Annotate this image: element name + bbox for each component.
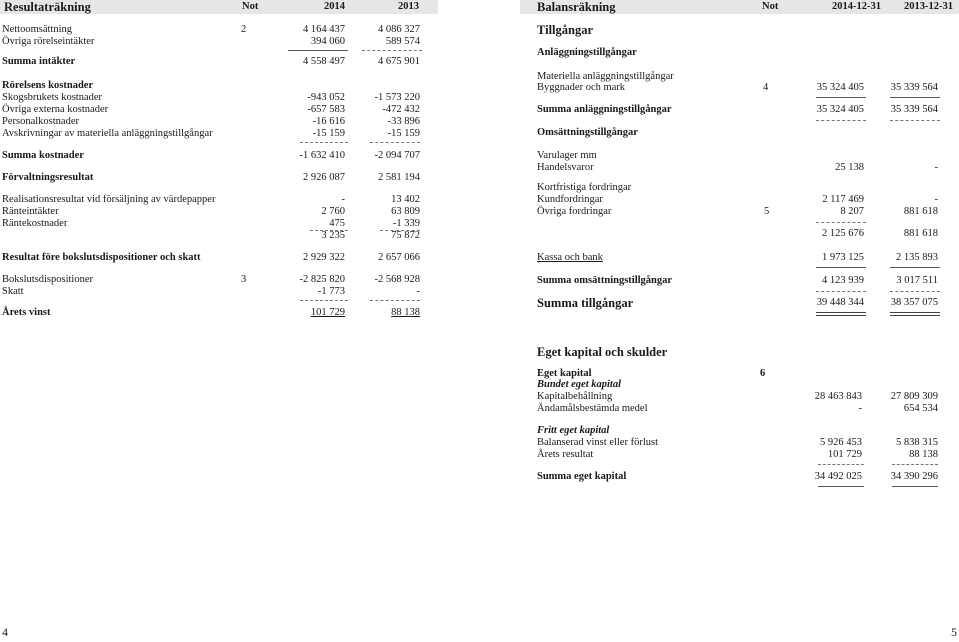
row-value-2014: - [341,194,345,205]
row-label: Varulager mm [537,150,597,161]
statement-row [520,437,959,449]
row-label: Summa kostnader [2,150,84,161]
income-statement [0,0,438,330]
row-note: 2 [241,24,247,35]
row-value-2013: 75 872 [391,230,420,241]
date-2013-header: 2013-12-31 [904,1,953,12]
statement-row-total [0,56,438,68]
row-label: Anläggningstillgångar [537,47,637,58]
row-label: Ränteintäkter [2,206,59,217]
equity-title [537,346,959,360]
row-value-2014: 39 448 344 [816,297,864,308]
row-label: Kassa och bank [537,252,603,263]
row-value-2013: 35 339 564 [890,104,938,115]
note-column-header: Not [242,1,259,12]
row-value-2013: 589 574 [385,36,420,47]
row-value-2013: 88 138 [909,449,938,460]
row-value-2013: -33 896 [387,116,420,127]
row-label: Kundfordringar [537,194,603,205]
row-label: Fritt eget kapital [537,425,610,436]
row-value-2014: -16 616 [312,116,345,127]
statement-row [0,274,438,286]
row-value-2014: 101 729 [310,307,345,318]
row-value-2014: -1 632 410 [299,150,345,161]
row-value-2014: 3 235 [321,230,345,241]
page-number-left: 4 [2,625,8,639]
row-value-2014: 394 060 [310,36,345,47]
row-label: Avskrivningar av materiella anläggningstillgångar [2,128,213,139]
row-label: Bokslutsdispositioner [2,274,94,285]
statement-row [0,128,438,140]
row-value-2014: 1 973 125 [822,252,864,263]
row-value-2013: 38 357 075 [890,297,938,308]
row-label: Skogsbrukets kostnader [2,92,103,103]
row-label: Byggnader och mark [537,82,626,93]
statement-row [0,206,438,218]
section-heading [537,47,959,59]
row-value-2013: -472 432 [382,104,420,115]
row-note: 4 [763,82,769,93]
statement-row [520,403,959,415]
row-value-2013: 881 618 [903,206,938,217]
statement-row [520,194,959,206]
row-label: Årets resultat [537,449,594,460]
subsection-heading [537,182,959,194]
balance-sheet-title: Balansräkning [537,0,616,14]
row-label: Summa intäkter [2,56,76,67]
row-label: Kapitalbehållning [537,391,613,402]
statement-row [520,252,959,264]
section-heading [537,127,959,139]
row-value-2014: -1 773 [317,286,345,297]
date-2014-header: 2014-12-31 [832,1,881,12]
row-value-2014: 475 [329,218,345,229]
row-label: Eget kapital [537,368,592,379]
row-label: Nettoomsättning [2,24,72,35]
subsection-heading [520,425,959,437]
row-note: 6 [760,368,766,379]
row-value-2014: -657 583 [307,104,345,115]
row-label: Realisationsresultat vid försäljning av värdepapper [2,194,216,205]
row-value-2013: -1 339 [392,218,420,229]
row-label: Tillgångar [537,23,594,37]
statement-row-total [0,172,438,184]
row-label: Materiella anläggningstillgångar [537,71,674,82]
statement-row-result [0,307,438,319]
row-value-2013: - [934,162,938,173]
row-value-2014: 2 929 322 [303,252,345,263]
row-note: 5 [764,206,770,217]
statement-row [0,24,438,36]
statement-row-total [0,252,438,264]
row-label: Summa eget kapital [537,471,627,482]
row-value-2014: 34 492 025 [814,471,862,482]
row-value-2013: 4 086 327 [378,24,420,35]
statement-row-values [520,162,959,174]
statement-row-subtotal [520,228,959,240]
row-value-2013: -15 159 [387,128,420,139]
row-label: Summa omsättningstillgångar [537,275,673,286]
row-value-2014: 35 324 405 [816,104,864,115]
row-value-2013: 63 809 [391,206,420,217]
row-value-2013: 2 135 893 [896,252,938,263]
income-statement-header [0,0,438,14]
row-label: Skatt [2,286,24,297]
statement-row [0,104,438,116]
row-value-2014: 2 125 676 [822,228,864,239]
year-2013-header: 2013 [398,1,419,12]
row-value-2013: 27 809 309 [890,391,938,402]
row-label: Övriga externa kostnader [2,104,109,115]
row-value-2014: 8 207 [840,206,864,217]
note-column-header: Not [762,1,779,12]
row-value-2013: -1 573 220 [374,92,420,103]
equity-title-text: Eget kapital och skulder [537,345,668,359]
statement-row [0,92,438,104]
row-label: Bundet eget kapital [537,379,621,390]
statement-row [0,116,438,128]
row-value-2014: -2 825 820 [299,274,345,285]
row-value-2013: 35 339 564 [890,82,938,93]
section-heading [537,24,959,36]
statement-row [520,82,959,94]
row-value-2013: -2 094 707 [374,150,420,161]
subsection-heading [537,150,959,162]
row-value-2014: - [858,403,862,414]
row-value-2014: 25 138 [835,162,864,173]
row-label: Resultat före bokslutsdispositioner och skatt [2,252,201,263]
statement-row-total [520,471,959,483]
row-value-2014: 2 760 [321,206,345,217]
statement-row [0,36,438,48]
statement-row-grand-total [520,297,959,309]
row-value-2013: -2 568 928 [374,274,420,285]
statement-row-total [520,104,959,116]
row-label: Övriga fordringar [537,206,612,217]
row-label: Balanserad vinst eller förlust [537,437,659,448]
income-statement-title: Resultaträkning [4,0,91,14]
balance-sheet [520,0,959,330]
row-value-2013: 13 402 [391,194,420,205]
row-label: Räntekostnader [2,218,68,229]
row-value-2014: -943 052 [307,92,345,103]
row-value-2013: 2 657 066 [378,252,420,263]
row-value-2014: 2 117 469 [822,194,864,205]
row-value-2014: 28 463 843 [814,391,862,402]
year-2014-header: 2014 [324,1,345,12]
row-label: Övriga rörelseintäkter [2,36,95,47]
statement-row-subtotal [0,230,438,242]
row-value-2013: 654 534 [903,403,938,414]
row-value-2013: 881 618 [903,228,938,239]
row-value-2014: 4 123 939 [822,275,864,286]
statement-row-total [0,150,438,162]
row-label: Personalkostnader [2,116,79,127]
statement-row [0,286,438,298]
row-value-2013: 4 675 901 [378,56,420,67]
row-label: Ändamålsbestämda medel [537,403,648,414]
row-label: Omsättningstillgångar [537,127,638,138]
row-value-2014: 35 324 405 [816,82,864,93]
row-value-2013: - [934,194,938,205]
row-value-2014: 4 164 437 [303,24,345,35]
row-value-2013: 34 390 296 [890,471,938,482]
row-value-2013: 5 838 315 [896,437,938,448]
page-number-right: 5 [951,625,957,639]
row-label: Förvaltningsresultat [2,172,94,183]
row-value-2014: 2 926 087 [303,172,345,183]
row-label: Årets vinst [2,307,51,318]
statement-row [0,218,438,230]
row-value-2013: 2 581 194 [378,172,420,183]
subsection-heading [520,379,959,391]
row-label: Summa tillgångar [537,296,634,310]
row-label: Handelsvaror [537,162,594,173]
row-value-2014: -15 159 [312,128,345,139]
statement-row [520,206,959,218]
row-value-2014: 5 926 453 [820,437,862,448]
balance-sheet-header [520,0,959,14]
row-label: Summa anläggningstillgångar [537,104,672,115]
row-value-2014: 4 558 497 [303,56,345,67]
statement-row-total [520,275,959,287]
row-label: Rörelsens kostnader [2,80,94,91]
row-label: Kortfristiga fordringar [537,182,632,193]
statement-row [520,391,959,403]
statement-row [520,449,959,461]
section-heading [0,80,438,92]
row-value-2013: 3 017 511 [896,275,938,286]
equity-and-liabilities [520,340,959,500]
row-value-2013: 88 138 [391,307,420,318]
row-value-2014: 101 729 [827,449,862,460]
statement-row [0,194,438,206]
row-value-2013: - [416,286,420,297]
row-note: 3 [241,274,247,285]
